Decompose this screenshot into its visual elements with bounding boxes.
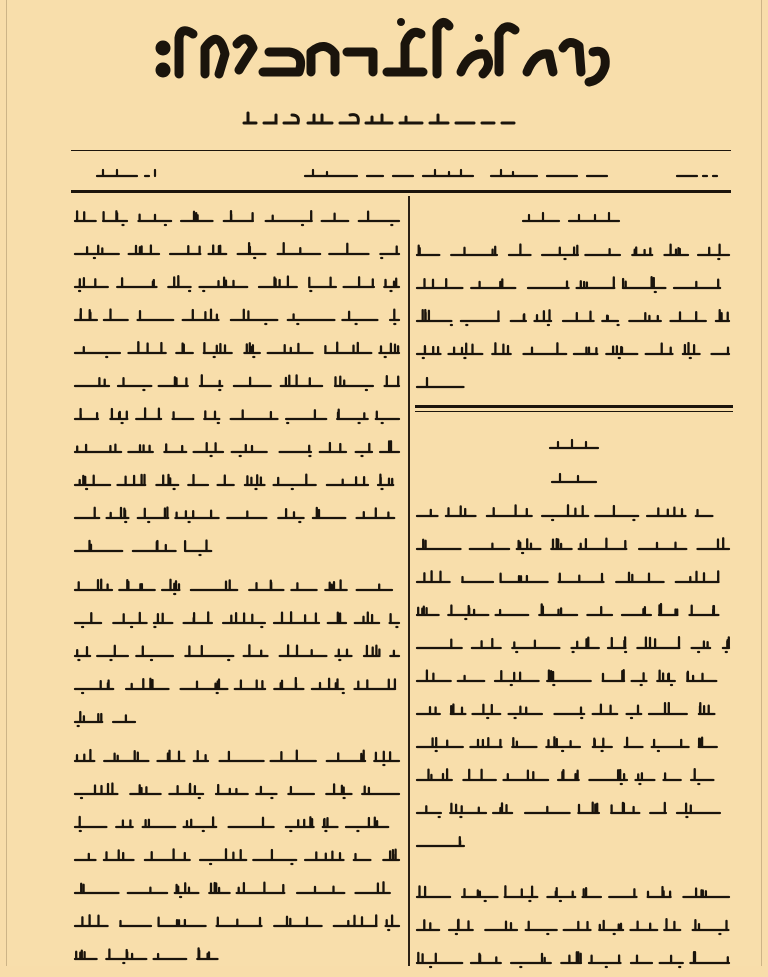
section2-body [415,495,733,858]
text-line [415,594,733,627]
text-line [73,905,403,938]
text-line [415,942,733,975]
subtitle-line [7,105,761,131]
text-line [415,759,733,792]
text-line [73,200,403,233]
section2-subheading [415,461,733,495]
text-line [415,792,733,825]
text-line [415,333,733,366]
left-paragraph [73,569,403,734]
text-line [73,266,403,299]
dateline-script [77,160,727,186]
text-line [73,872,403,905]
subtitle-script [234,105,534,131]
column-divider [408,196,410,966]
text-line [415,234,733,267]
masthead-thin-rule [71,150,731,151]
left-column [73,200,403,977]
text-line [73,497,403,530]
text-line [415,825,733,858]
text-line [73,806,403,839]
text-line [73,938,403,971]
newspaper-page [6,0,762,966]
section2-heading [415,427,733,461]
text-line [73,365,403,398]
text-line [73,233,403,266]
text-line [73,569,403,602]
left-paragraph [73,740,403,971]
text-line [73,299,403,332]
text-line [73,701,403,734]
text-line [415,909,733,942]
dateline [77,160,721,186]
text-line [73,602,403,635]
text-line [73,740,403,773]
text-line [73,464,403,497]
text-line [415,495,733,528]
text-line [73,635,403,668]
text-line [415,561,733,594]
section3-body [415,876,733,975]
masthead-script [149,8,619,92]
text-line [73,773,403,806]
text-line [73,668,403,701]
left-paragraph [73,200,403,563]
text-line [73,530,403,563]
text-line [415,693,733,726]
text-line [415,528,733,561]
text-line [415,726,733,759]
text-line [415,660,733,693]
section-double-rule [415,401,733,417]
text-line [73,839,403,872]
dateline-thick-rule [71,190,731,193]
masthead-title [7,8,761,92]
text-line [415,267,733,300]
text-line [415,300,733,333]
section1-heading [415,200,733,234]
text-line [73,431,403,464]
text-line [415,627,733,660]
text-line [73,398,403,431]
text-line [73,332,403,365]
text-line [415,366,733,399]
section1-body [415,234,733,399]
right-column [415,200,733,975]
text-line [415,876,733,909]
